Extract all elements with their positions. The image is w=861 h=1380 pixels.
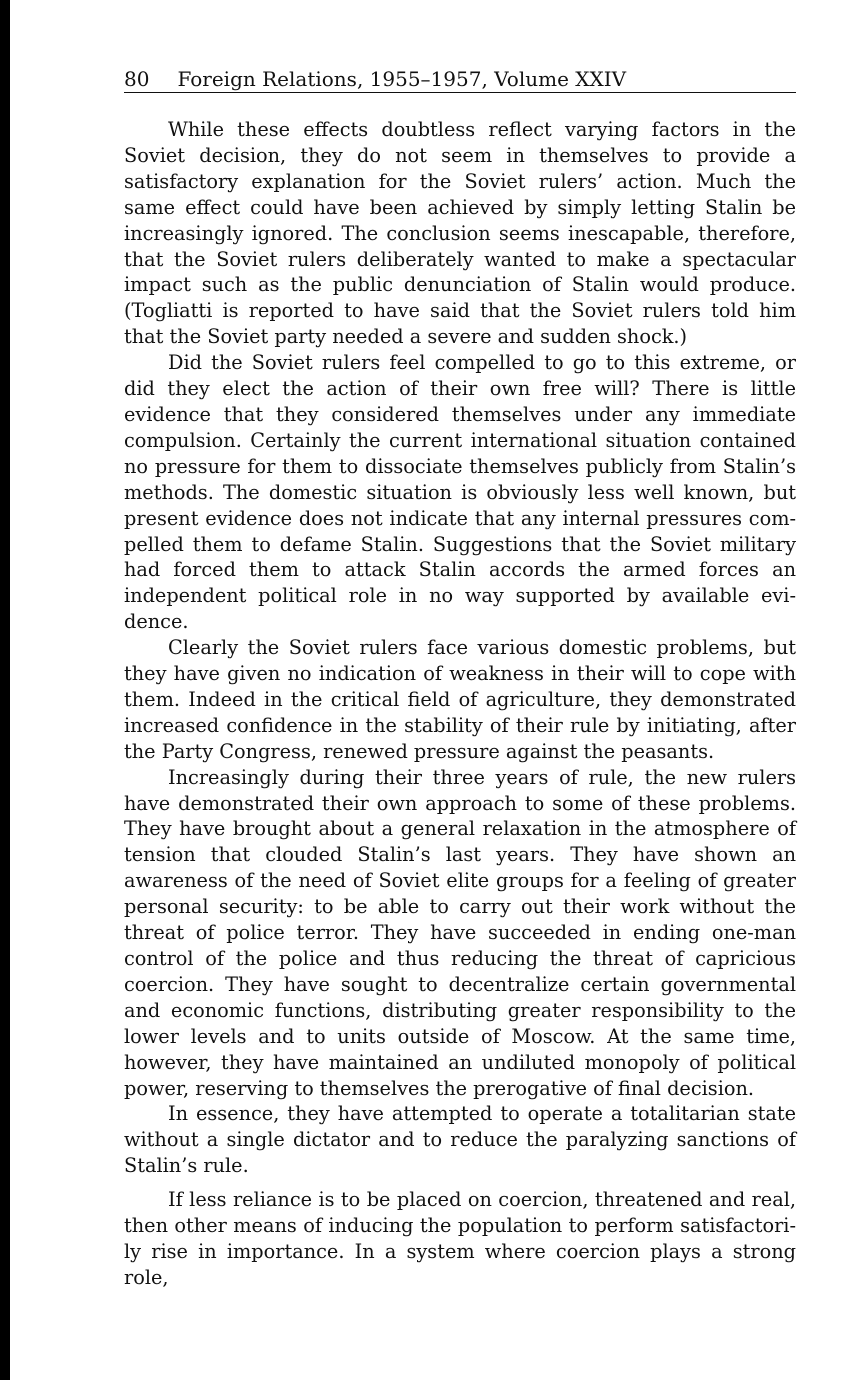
header-title: Foreign Relations, 1955–1957, Volume XXIV	[177, 67, 627, 91]
body-text	[124, 117, 796, 1291]
paragraph: Clearly the Soviet rulers face various domestic problems, but they have given no indication of weakness in their will to cope with them. Indeed in the critical field of agriculture, they demonstrated increased confidence in the stability of their rule by initiating, after the Party Congress, renewed pressure against the peasants.	[124, 636, 796, 763]
paragraph: While these effects doubtless reflect varying factors in the Soviet decision, they do not seem in themselves to provide a satisfactory explanation for the Soviet rulers’ action. Much the same effect could have been achieved by simply letting Stalin be increasingly ignored. The conclusion seems inescapable, therefore, that the Soviet rulers deliberately wanted to make a spectacular impact such as the public denunciation of Stalin would produce. (Togliatti is reported to have said that the Soviet rulers told him that the Soviet party needed a severe and sudden shock.)	[124, 118, 796, 349]
paragraph: Did the Soviet rulers feel compelled to go to this extreme, or did they elect the action of their own free will? There is little evidence that they considered themselves under any immediate compulsion. Certainly the current international situation contained no pressure for them to dissociate themselves publicly from Stalin’s methods. The domestic situation is obviously less well known, but present evidence does not indicate that any internal pressures compelled them to defame Stalin. Suggestions that the Soviet military had forced them to attack Stalin accords the armed forces an independent political role in no way supported by available evidence.	[124, 351, 796, 634]
paragraph: In essence, they have attempted to operate a totalitarian state without a single dictator and to reduce the paralyzing sanctions of Stalin’s rule.	[124, 1102, 796, 1178]
document-page	[124, 66, 796, 1291]
scan-edge	[0, 0, 10, 1380]
page-number: 80	[124, 67, 150, 91]
paragraph: Increasingly during their three years of rule, the new rulers have demonstrated their own approach to some of these problems. They have brought about a general relaxation in the atmosphere of tension that clouded Stalin’s last years. They have shown an awareness of the need of Soviet elite groups for a feeling of greater personal security: to be able to carry out their work without the threat of police terror. They have succeeded in ending one-man control of the police and thus reducing the threat of capricious coercion. They have sought to decentralize certain governmental and economic functions, distributing greater responsibility to the lower levels and to units outside of Moscow. At the same time, however, they have maintained an undiluted monopoly of political power, reserving to themselves the prerogative of final decision.	[124, 765, 796, 1100]
running-header	[124, 66, 796, 93]
paragraph: If less reliance is to be placed on coercion, threatened and real, then other means of inducing the population to perform satisfactorily rise in importance. In a system where coercion plays a strong role,	[124, 1188, 796, 1289]
